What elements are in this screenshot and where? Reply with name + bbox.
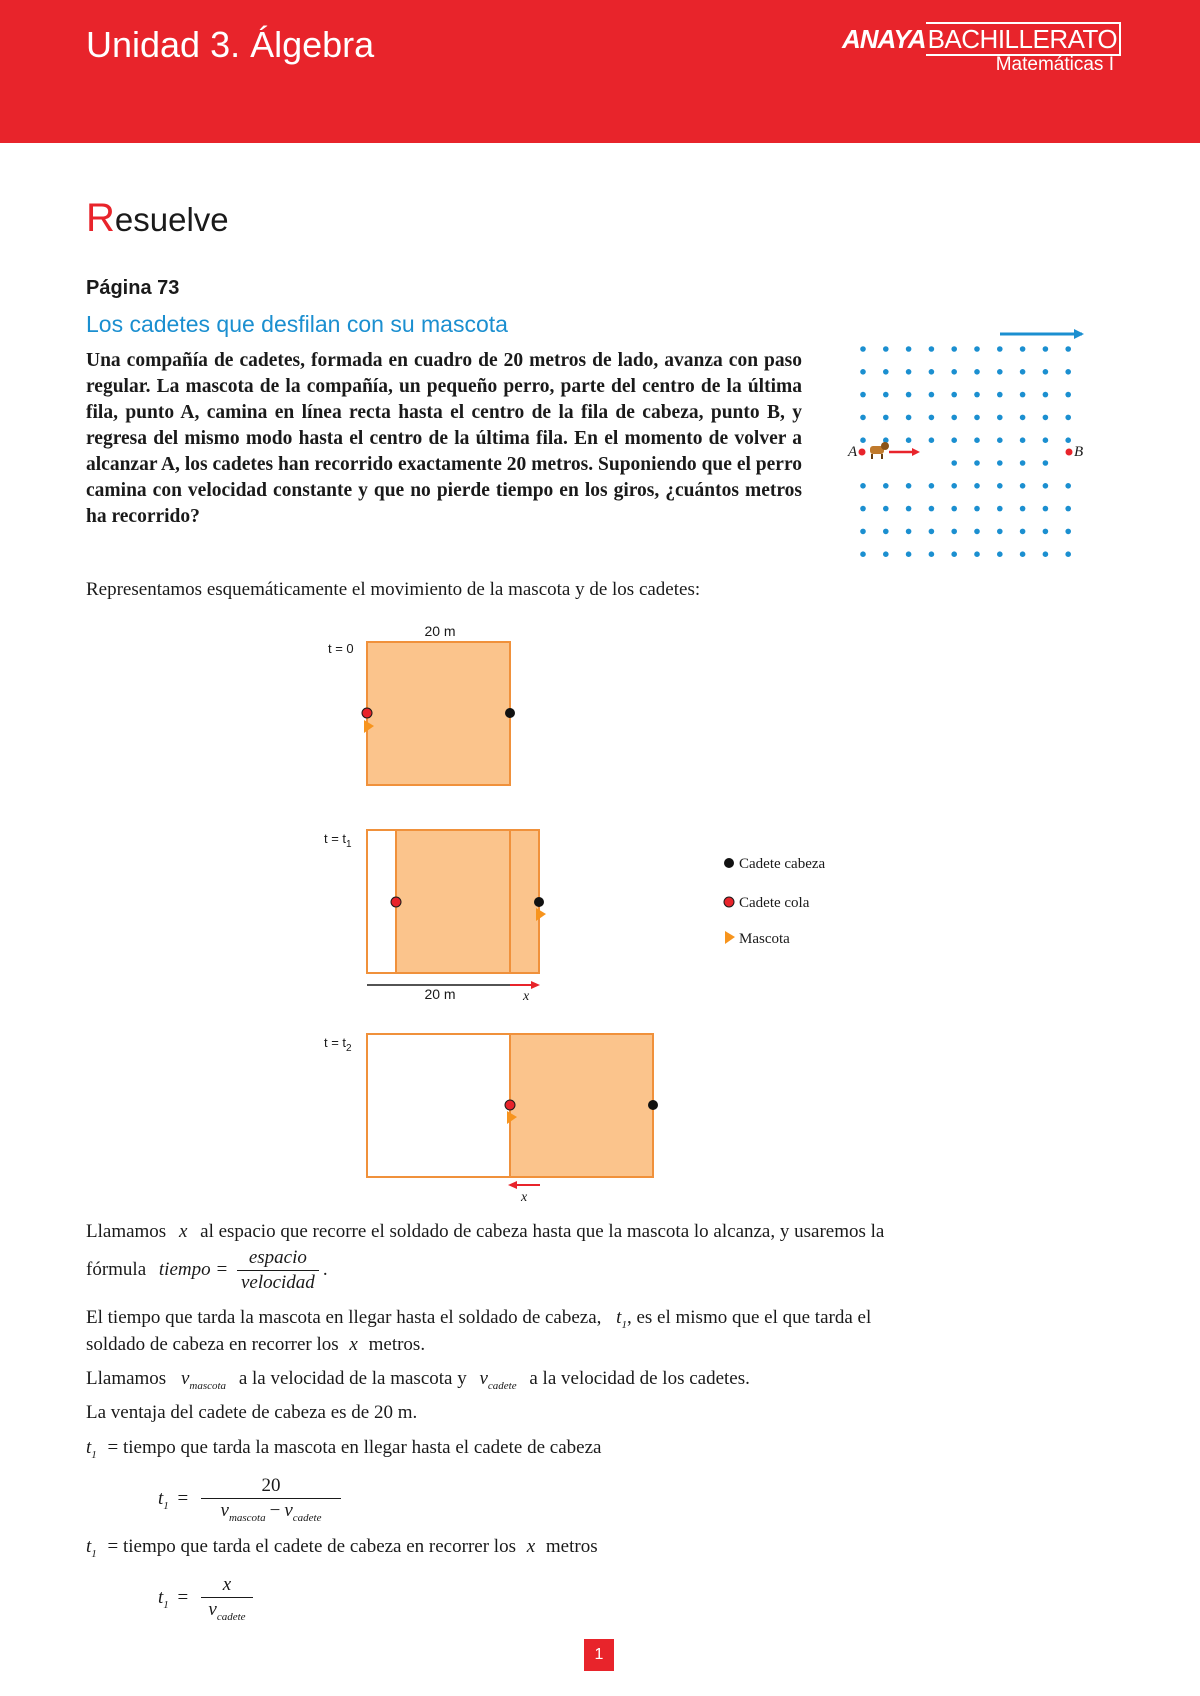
cadet-dot <box>974 460 980 466</box>
page-label: Página 73 <box>86 277 180 299</box>
cadet-dot <box>860 437 866 443</box>
cadet-dot <box>951 392 957 398</box>
problem-title: Los cadetes que desfilan con su mascota <box>86 311 508 337</box>
cadet-dot <box>1020 529 1026 535</box>
cadet-dot <box>906 392 912 398</box>
cadet-dot <box>906 415 912 421</box>
cadet-dot <box>860 506 866 512</box>
legend-tail-label: Cadete cola <box>739 895 810 911</box>
cadet-dot <box>906 346 912 352</box>
cadet-dot <box>1020 460 1026 466</box>
legend-head-marker <box>724 858 734 868</box>
cadet-dot <box>1065 551 1071 557</box>
paragraph-5 <box>86 1367 750 1393</box>
p3-start: El tiempo que tarda la mascota en llegar hasta el soldado de cabeza, <box>86 1307 602 1328</box>
cadet-dot <box>997 415 1003 421</box>
brand-anaya: ANAYA <box>842 24 926 54</box>
cadet-dot <box>997 369 1003 375</box>
x-label-t1: x <box>523 989 530 1004</box>
cadet-dot <box>1043 392 1049 398</box>
cadet-dot <box>929 529 935 535</box>
paragraph-2 <box>86 1246 328 1295</box>
p1-start: Llamamos <box>86 1221 167 1242</box>
p4-var-x: x <box>349 1334 358 1355</box>
cadet-dot <box>997 346 1003 352</box>
cadet-dot <box>1043 437 1049 443</box>
cadet-dot <box>1020 551 1026 557</box>
cadet-dot <box>1065 392 1071 398</box>
cadet-dot <box>1043 529 1049 535</box>
cadet-dot <box>1043 506 1049 512</box>
cadet-dot <box>951 551 957 557</box>
x-arrowhead-t1 <box>531 981 540 989</box>
cadet-dot <box>1065 506 1071 512</box>
cadet-dot <box>906 369 912 375</box>
legend-mascot-marker <box>725 931 735 944</box>
cadet-dot <box>1020 437 1026 443</box>
cadet-dot <box>883 506 889 512</box>
cadet-dot <box>860 369 866 375</box>
p7-var-sub: 1 <box>91 1449 97 1461</box>
cadet-dot <box>883 483 889 489</box>
cadet-dot <box>951 529 957 535</box>
eq1-numerator: 20 <box>201 1474 341 1499</box>
cadet-dot <box>974 346 980 352</box>
cadet-dot <box>1065 346 1071 352</box>
legend-head-label: Cadete cabeza <box>739 856 826 872</box>
point-a-label: A <box>848 444 858 460</box>
cadet-dot <box>883 369 889 375</box>
p5-var-v-cadete: v <box>479 1368 488 1389</box>
cadet-dot <box>997 437 1003 443</box>
p3-var-t: t <box>616 1307 622 1328</box>
p3-var-sub: 1 <box>621 1319 627 1331</box>
p4-end: metros. <box>368 1334 426 1355</box>
cadet-dot <box>1043 483 1049 489</box>
unit-title: Unidad 3. Álgebra <box>86 24 375 65</box>
eq1-denominator: $v_{mascota} - v_{cadete}$ <box>220 1500 322 1524</box>
legend-mascot-label: Mascota <box>739 931 790 947</box>
eq1-lhs-sub: 1 <box>163 1499 169 1512</box>
eq2-fraction <box>201 1573 253 1624</box>
cadet-dot <box>906 437 912 443</box>
head-cadet-t1 <box>534 897 544 907</box>
cadet-dot <box>1043 346 1049 352</box>
point-b-dot <box>1066 449 1073 456</box>
cadet-dot <box>1043 415 1049 421</box>
cadet-dot <box>974 529 980 535</box>
p5-var-v-mascota: v <box>180 1368 190 1389</box>
formula-lhs: tiempo = <box>158 1258 229 1280</box>
paragraph-8 <box>86 1535 598 1561</box>
dog-path-arrow <box>889 448 920 456</box>
cadet-dot <box>860 346 866 352</box>
p5-middle: a la velocidad de la mascota y <box>238 1368 467 1389</box>
x-label-t2: x <box>521 1190 528 1205</box>
point-a-dot <box>859 449 866 456</box>
cadet-dot <box>1020 346 1026 352</box>
formula-fraction <box>237 1246 319 1295</box>
p8-var-t: t <box>86 1536 92 1557</box>
p7-var-t: t <box>86 1437 92 1458</box>
side-label-top: 20 m <box>424 623 456 639</box>
cadet-dot <box>883 346 889 352</box>
p8-var-sub: 1 <box>91 1548 97 1560</box>
brand-logo <box>842 24 1121 55</box>
cadet-dot <box>906 529 912 535</box>
cadet-dot <box>974 437 980 443</box>
motion-diagram <box>300 620 860 1210</box>
subject-label: Matemáticas I <box>995 54 1114 75</box>
head-cadet-t0 <box>505 708 515 718</box>
cadet-dot <box>951 415 957 421</box>
cadet-dot <box>974 369 980 375</box>
cadet-dot <box>951 460 957 466</box>
p5-end: a la velocidad de los cadetes. <box>529 1368 750 1389</box>
tail-cadet-t1 <box>391 897 401 907</box>
cadet-dot <box>951 437 957 443</box>
page-number: 1 <box>584 1639 614 1671</box>
problem-statement: Una compañía de cadetes, formada en cuadro de 20 metros de lado, avanza con paso regular. La mascota de la compañía, un pequeño perro, parte del centro de la última fila, punto A, camina en línea recta hasta el centro de la fila de cabeza, punto B, y regresa del mismo modo hasta el centro de la última fila. En el momento de volver a alcanzar A, los cadetes han recorrido exactamente 20 metros. Suponiendo que el perro camina con velocidad constante y que no pierde tiempo en los giros, ¿cuántos metros ha recorrido? <box>86 350 802 527</box>
section-heading <box>86 196 229 241</box>
cadet-dot <box>1043 369 1049 375</box>
p1-end: al espacio que recorre el soldado de cabeza hasta que la mascota lo alcanza, y usaremos la <box>200 1221 885 1242</box>
label-t1: $t = t_1$ <box>324 831 352 850</box>
cadet-dot <box>951 369 957 375</box>
eq2-numerator: x <box>201 1573 253 1598</box>
cadet-dot <box>929 437 935 443</box>
cadet-dot <box>929 551 935 557</box>
square-t1 <box>396 830 539 973</box>
cadet-dot <box>929 506 935 512</box>
p5-sub-mascota: mascota <box>189 1380 227 1392</box>
dog-icon <box>870 442 889 459</box>
cadet-dot <box>1020 483 1026 489</box>
square-t0 <box>367 642 510 785</box>
mascot-t1 <box>536 908 546 921</box>
paragraph-4 <box>86 1333 425 1357</box>
p2-end: . <box>322 1258 328 1280</box>
tail-cadet-t0 <box>362 708 372 718</box>
formula-numerator: espacio <box>237 1246 319 1271</box>
cadet-dot <box>974 483 980 489</box>
cadet-dot <box>1043 551 1049 557</box>
square-t2 <box>510 1034 653 1177</box>
cadet-dot <box>883 551 889 557</box>
cadet-dot <box>1065 415 1071 421</box>
cadet-dot <box>883 392 889 398</box>
head-cadet-t2 <box>648 1100 658 1110</box>
cadet-dot <box>1065 437 1071 443</box>
cadet-dot <box>997 483 1003 489</box>
cadet-dot <box>951 506 957 512</box>
intro-text: Representamos esquemáticamente el movimiento de la mascota y de los cadetes: <box>86 579 701 600</box>
formula-denominator: velocidad <box>240 1272 315 1293</box>
cadet-dot <box>929 415 935 421</box>
side-label-bottom: 20 m <box>424 986 456 1002</box>
cadet-dot <box>1020 506 1026 512</box>
cadet-dot <box>929 346 935 352</box>
cadet-dot <box>1065 529 1071 535</box>
cadet-dot <box>1020 415 1026 421</box>
cadet-dot <box>1065 369 1071 375</box>
heading-rest: esuelve <box>114 201 229 238</box>
cadet-dot <box>906 506 912 512</box>
label-t2: $t = t_2$ <box>324 1035 352 1054</box>
p8-end: metros <box>545 1536 598 1557</box>
cadet-dot <box>860 415 866 421</box>
eq1-fraction <box>201 1474 341 1525</box>
cadet-dot <box>929 369 935 375</box>
cadet-dot <box>860 529 866 535</box>
paragraph-7 <box>86 1436 601 1462</box>
eq2-lhs-t: t <box>158 1586 164 1608</box>
legend-tail-marker <box>724 897 734 907</box>
p2-start: fórmula <box>86 1258 147 1280</box>
cadet-dot <box>974 415 980 421</box>
heading-initial: R <box>86 196 115 240</box>
paragraph-6: La ventaja del cadete de cabeza es de 20 m. <box>86 1402 418 1423</box>
paragraph-3 <box>86 1306 871 1332</box>
cadet-dot <box>974 551 980 557</box>
eq2-lhs-sub: 1 <box>163 1598 169 1611</box>
start-outline-t2 <box>367 1034 510 1177</box>
cadet-dot <box>860 392 866 398</box>
cadet-dot <box>883 529 889 535</box>
cadet-dot <box>860 483 866 489</box>
eq1-lhs-t: t <box>158 1487 164 1509</box>
cadet-dot <box>997 551 1003 557</box>
cadet-dot <box>906 483 912 489</box>
p5-start: Llamamos <box>86 1368 167 1389</box>
label-t0: t = 0 <box>328 641 354 656</box>
cadet-dot <box>1020 392 1026 398</box>
cadet-dot <box>929 392 935 398</box>
brand-bachillerato: BACHILLERATO <box>926 22 1122 56</box>
point-b-label: B <box>1074 444 1084 460</box>
direction-arrow <box>1000 329 1084 339</box>
cadet-dot <box>997 460 1003 466</box>
cadet-dot <box>1065 483 1071 489</box>
cadet-dot <box>974 392 980 398</box>
cadet-dot <box>997 529 1003 535</box>
p8-text: = tiempo que tarda el cadete de cabeza en recorrer los <box>107 1536 516 1557</box>
p7-text: = tiempo que tarda la mascota en llegar hasta el cadete de cabeza <box>107 1437 602 1458</box>
cadet-dot <box>951 483 957 489</box>
eq2-denominator: $v_{cadete}$ <box>208 1599 246 1623</box>
equation-1: $t_1$ = $\frac{20}{v_{mascota} - v_{cadete}}$ <box>158 1474 345 1525</box>
p3-end: , es el mismo que el que tarda el <box>626 1307 872 1328</box>
cadet-dot <box>951 346 957 352</box>
tail-cadet-t2 <box>505 1100 515 1110</box>
p5-sub-cadete: cadete <box>487 1380 517 1392</box>
cadet-dot <box>997 506 1003 512</box>
p1-var-x: x <box>178 1221 188 1242</box>
x-arrowhead-t2 <box>508 1181 517 1189</box>
cadet-dot <box>974 506 980 512</box>
paragraph-1 <box>86 1220 884 1244</box>
cadet-dot <box>997 392 1003 398</box>
diagram-legend <box>724 856 826 947</box>
p8-var-x: x <box>526 1536 536 1557</box>
cadet-dot <box>1043 460 1049 466</box>
cadet-dot <box>860 551 866 557</box>
p4-start: soldado de cabeza en recorrer los <box>86 1334 339 1355</box>
cadet-dot <box>1020 369 1026 375</box>
equation-2: $t_1$ = $\frac{x}{v_{cadete}}$ <box>158 1573 257 1624</box>
cadet-dot <box>906 551 912 557</box>
cadet-dot <box>883 415 889 421</box>
cadet-grid-figure <box>840 322 1100 562</box>
cadet-dot <box>929 483 935 489</box>
